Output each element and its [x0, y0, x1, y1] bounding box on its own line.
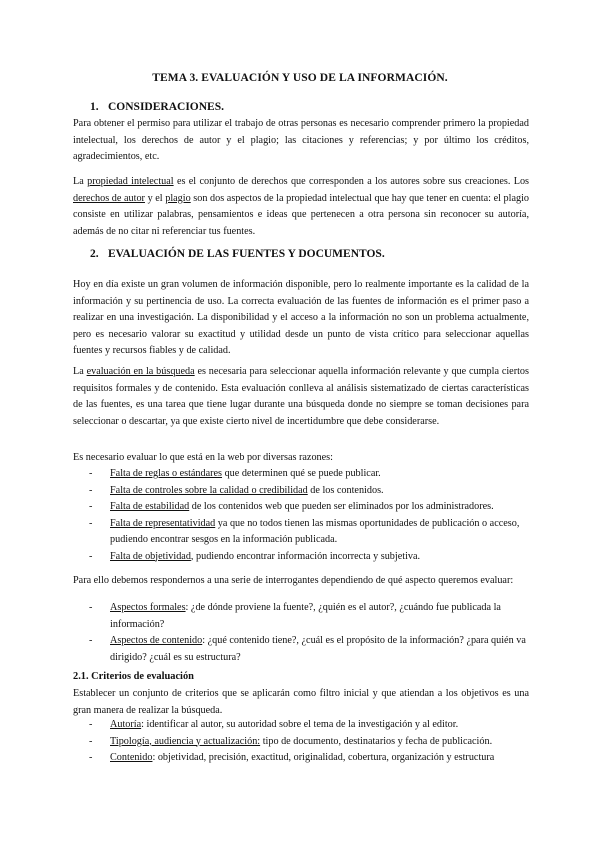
list-item-term: Falta de estabilidad	[110, 501, 190, 512]
dash-bullet: -	[89, 501, 93, 512]
list-item	[73, 600, 529, 633]
text-run: La	[73, 366, 87, 377]
list-item-term: Aspectos formales	[110, 602, 186, 613]
section-2-1-paragraph-1: Establecer un conjunto de criterios que se aplicarán como filtro inicial y que atiendan a los objetivos es una gran manera de realizar la búsqueda.	[73, 688, 529, 716]
list-item-text: : identificar al autor, su autoridad sobre el tema de la investigación y al editor.	[141, 719, 459, 730]
section-2-title: EVALUACIÓN DE LAS FUENTES Y DOCUMENTOS.	[108, 248, 385, 260]
section-1-title: CONSIDERACIONES.	[108, 101, 224, 113]
section-2-paragraph-3: Es necesario evaluar lo que está en la web por diversas razones:	[73, 452, 333, 463]
reasons-list	[73, 466, 529, 565]
list-item	[73, 483, 529, 500]
list-item	[73, 633, 529, 666]
list-item-text: , pudiendo encontrar información incorrecta y subjetiva.	[190, 550, 421, 562]
term-plagio: plagio	[165, 192, 191, 204]
text-run: es necesaria para seleccionar aquella información relevante y que cumpla ciertos requisitos formales y de contenido. Esta evaluación conlleva al análisis sistematizado de ciertas características de las fuentes, es una tarea que tiene lugar durante una búsqueda donde no siempre se toman decisiones para seleccionar o descartar, ya que existe cierto nivel de incertidumbre que debe considerarse.	[73, 366, 529, 427]
list-item-term: Aspectos de contenido	[110, 635, 203, 646]
section-2-heading	[90, 248, 385, 260]
dash-bullet: -	[89, 635, 93, 646]
list-item-text: : ¿de dónde proviene la fuente?, ¿quién es el autor?, ¿cuándo fue publicada la información?	[110, 602, 501, 630]
section-2-paragraph-2	[73, 364, 529, 430]
dash-bullet: -	[89, 550, 93, 562]
list-item-term: Falta de representatividad	[110, 517, 216, 529]
term-evaluacion-en-la-busqueda: evaluación en la búsqueda	[86, 366, 195, 377]
list-item-term: Falta de controles sobre la calidad o credibilidad	[110, 484, 308, 496]
document-title: TEMA 3. EVALUACIÓN Y USO DE LA INFORMACIÓN.	[152, 72, 448, 84]
list-item	[73, 734, 529, 751]
term-derechos-de-autor: derechos de autor	[73, 192, 145, 204]
dash-bullet: -	[89, 468, 93, 479]
list-item	[73, 499, 529, 516]
section-1-paragraph-1: Para obtener el permiso para utilizar el trabajo de otras personas es necesario comprender primero la propiedad intelectual, los derechos de autor y el plagio; las citaciones y referencias; y por último los créditos, agradecimientos, etc.	[73, 118, 529, 163]
section-2-number: 2.	[90, 248, 99, 260]
list-item-text: ya que no todos tienen las mismas oportunidades de publicación o acceso, pudiendo encontrar sesgos en la información publicada.	[110, 517, 520, 545]
text-run: La	[73, 176, 88, 187]
list-item-text: : objetividad, precisión, exactitud, originalidad, cobertura, organización y estructura	[152, 752, 495, 763]
dash-bullet: -	[89, 735, 93, 747]
dash-bullet: -	[89, 484, 93, 496]
list-item-term: Falta de reglas o estándares	[110, 468, 223, 479]
section-2-paragraph-4: Para ello debemos respondernos a una serie de interrogantes dependiendo de qué aspecto queremos evaluar:	[73, 575, 514, 586]
criteria-list	[73, 717, 529, 767]
list-item-text: tipo de documento, destinatarios y fecha de publicación.	[260, 735, 493, 747]
dash-bullet: -	[89, 719, 93, 730]
text-run: es el conjunto de derechos que corresponden a los autores sobre sus creaciones. Los	[173, 176, 530, 187]
list-item	[73, 466, 529, 483]
aspects-list	[73, 600, 529, 666]
dash-bullet: -	[89, 517, 93, 529]
term-propiedad-intelectual: propiedad intelectual	[87, 176, 174, 187]
list-item-text: de los contenidos.	[307, 484, 384, 496]
section-2-paragraph-1: Hoy en día existe un gran volumen de información disponible, pero lo realmente importante es la calidad de la información y su pertinencia de uso. La correcta evaluación de las fuentes de información es el primer paso a realizar en una investigación. La disponibilidad y el acceso a la información no son un problema actualmente, pero es necesario valorar su exactitud y utilidad desde un punto de vista crítico para seleccionar aquellas fuentes y recursos fiables y de calidad.	[73, 279, 529, 357]
section-1-paragraph-2	[73, 174, 529, 240]
text-run: y el	[144, 192, 166, 204]
section-1-heading	[90, 101, 224, 113]
text-run: son dos aspectos de la propiedad intelectual que hay que tener en cuenta: el plagio consiste en utilizar palabras, pensamientos e ideas que pertenecen a otra persona sin reconocer su autoría, además de no citar ni referenciar tus fuentes.	[73, 192, 530, 237]
dash-bullet: -	[89, 602, 93, 613]
list-item-text: que determinen qué se puede publicar.	[222, 468, 381, 479]
section-2-1-heading: 2.1. Criterios de evaluación	[73, 671, 194, 682]
list-item	[73, 717, 529, 734]
list-item-text: : ¿qué contenido tiene?, ¿cuál es el propósito de la información? ¿para quién va dirigido? ¿cuál es su estructura?	[110, 635, 526, 663]
section-1-number: 1.	[90, 101, 99, 113]
list-item	[73, 549, 529, 566]
list-item	[73, 516, 529, 549]
list-item-text: de los contenidos web que pueden ser eliminados por los administradores.	[189, 501, 494, 512]
list-item-term: Falta de objetividad	[110, 550, 191, 562]
list-item-term: Contenido	[110, 752, 153, 763]
dash-bullet: -	[89, 752, 93, 763]
list-item-term: Tipología, audiencia y actualización:	[110, 735, 261, 747]
list-item	[73, 750, 529, 767]
list-item-term: Autoría	[110, 719, 142, 730]
